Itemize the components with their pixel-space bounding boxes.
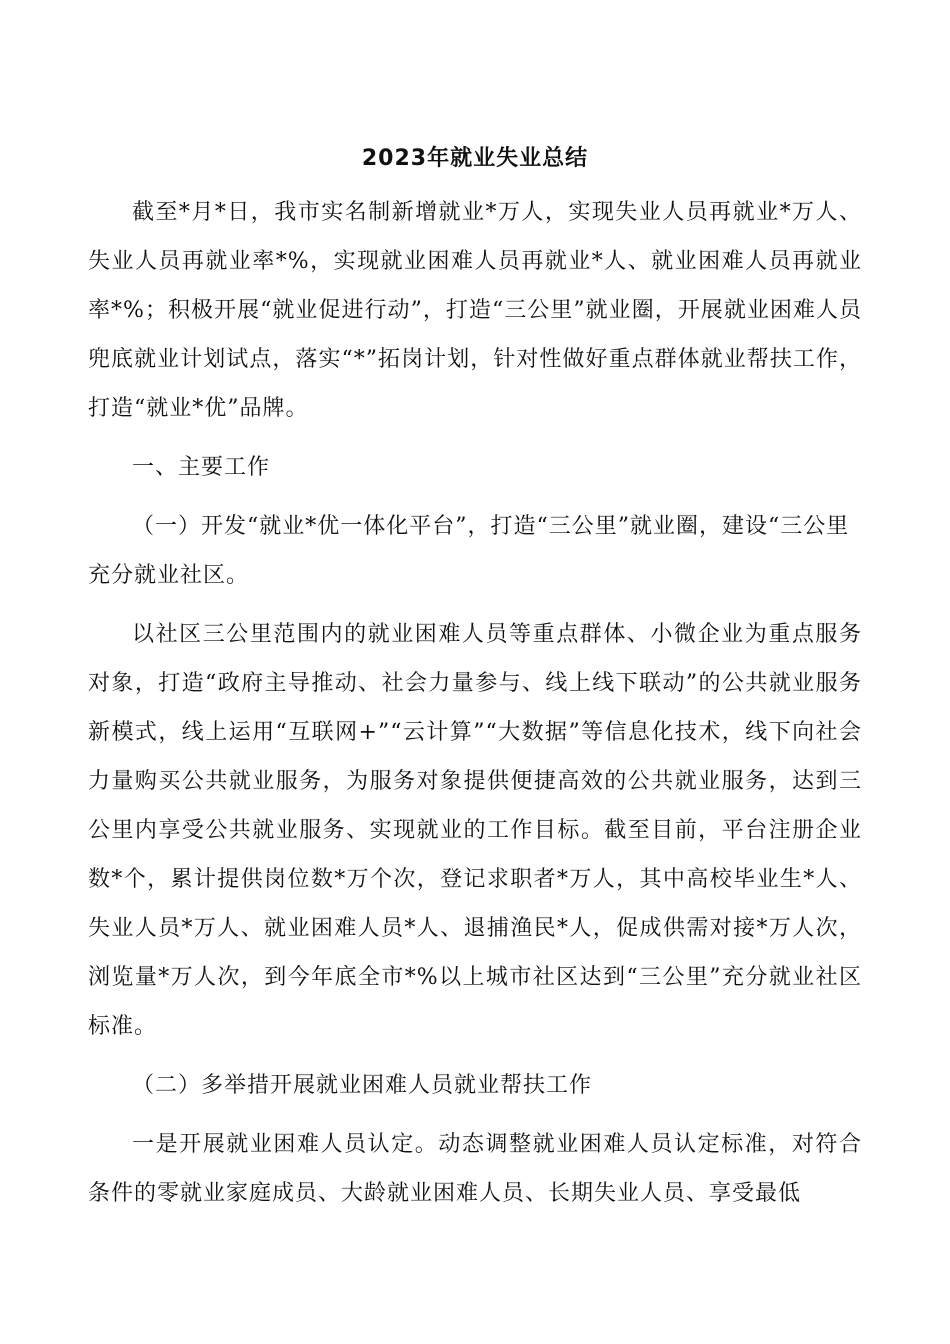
subsection-heading-1: （一）开发“就业*优一体化平台”，打造“三公里”就业圈，建设“三公里充分就业社区。	[88, 514, 850, 588]
document-title: 2023年就业失业总结	[361, 146, 589, 171]
paragraph-intro: 截至*月*日，我市实名制新增就业*万人，实现失业人员再就业*万人、失业人员再就业率*%，实现就业困难人员再就业*人、就业困难人员再就业率*%；积极开展“就业促进行动”，打造“三公里”就业圈，开展就业困难人员兜底就业计划试点，落实“*”拓岗计划，针对性做好重点群体就业帮扶工作，打造“就业*优”品牌。	[88, 200, 862, 421]
paragraph-platform: 以社区三公里范围内的就业困难人员等重点群体、小微企业为重点服务对象，打造“政府主导推动、社会力量参与、线上线下联动”的公共就业服务新模式，线上运用“互联网+”“云计算”“大数据”等信息化技术，线下向社会力量购买公共就业服务，为服务对象提供便捷高效的公共就业服务，达到三公里内享受公共就业服务、实现就业的工作目标。截至目前，平台注册企业数*个，累计提供岗位数*万个次，登记求职者*万人，其中高校毕业生*人、失业人员*万人、就业困难人员*人、退捕渔民*人，促成供需对接*万人次，浏览量*万人次，到今年底全市*%以上城市社区达到“三公里”充分就业社区标准。	[88, 622, 862, 1039]
section-heading-main-work: 一、主要工作	[132, 455, 271, 480]
paragraph-identification: 一是开展就业困难人员认定。动态调整就业困难人员认定标准，对符合条件的零就业家庭成员、大龄就业困难人员、长期失业人员、享受最低	[88, 1132, 862, 1206]
subsection-heading-2: （二）多举措开展就业困难人员就业帮扶工作	[132, 1073, 593, 1098]
